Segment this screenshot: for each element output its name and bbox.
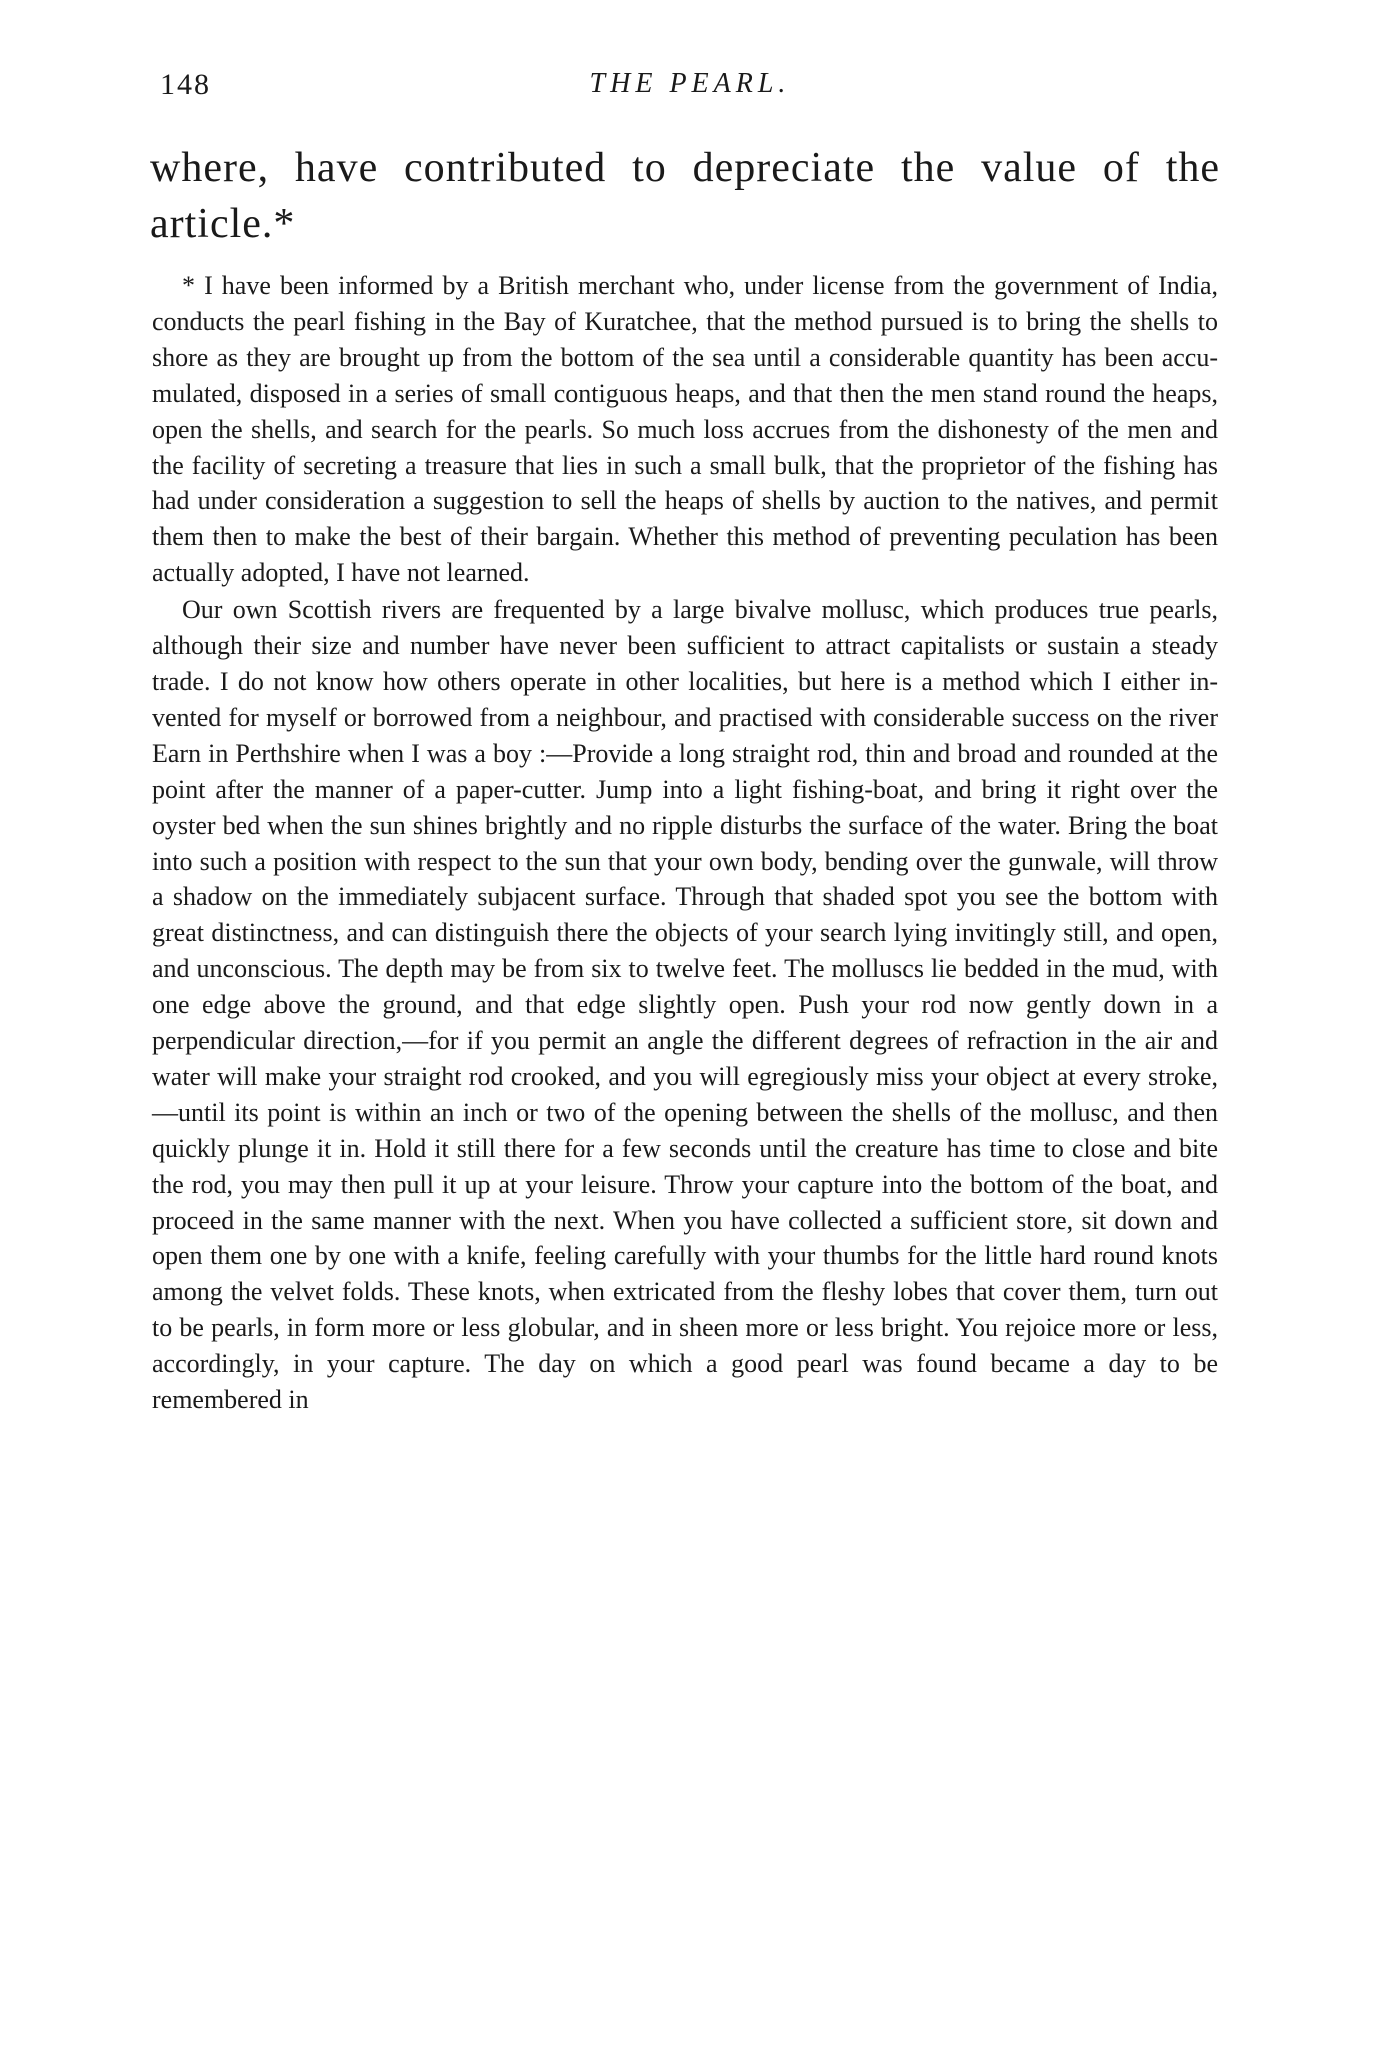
continuation-text: where, have contributed to depreciate the value of the article.* [150, 145, 1220, 247]
running-title: THE PEARL. [589, 68, 791, 99]
footnote: * I have been informed by a British merchant who, under license from the government of India, conducts the pearl fishing in the Bay of Kuratchee, that the method pursued is to bring the shells to shore as they are brought up from the bottom of the sea until a considerable quantity has been accumulated, disposed in a series of small contiguous heaps, and that then the men stand round the heaps, open the shells, and search for the pearls. So much loss accrues from the dishonesty of the men and the facility of secreting a treasure that lies in such a small bulk, that the proprietor of the fishing has had under consideration a suggestion to sell the heaps of shells by auction to the natives, and permit them then to make the best of their bargain. Whether this method of preventing peculation has been actually adopted, I have not learned. [152, 271, 1218, 588]
page-number: 148 [160, 68, 211, 101]
text-body [152, 268, 1218, 1418]
page-header [160, 68, 1220, 108]
paragraph: Our own Scottish rivers are frequented by a large bivalve mollusc, which produces true pearls, although their size and number have never been sufficient to attract capitalists or sustain a steady trade. I do not know how others operate in other localities, but here is a method which I either invented for myself or borrowed from a neighbour, and practised with considerable success on the river Earn in Perthshire when I was a boy :—Provide a long straight rod, thin and broad and rounded at the point after the manner of a paper-cutter. Jump into a light fishing-boat, and bring it right over the oyster bed when the sun shines brightly and no ripple disturbs the surface of the water. Bring the boat into such a position with respect to the sun that your own body, bending over the gunwale, will throw a shadow on the immediately subjacent surface. Through that shaded spot you see the bottom with great distinctness, and can distinguish there the objects of your search lying invitingly still, and open, and unconscious. The depth may be from six to twelve feet. The molluscs lie bedded in the mud, with one edge above the ground, and that edge slightly open. Push your rod now gently down in a perpendicular direction,—for if you permit an angle the different degrees of refraction in the air and water will make your straight rod crooked, and you will egregiously miss your object at every stroke,—until its point is within an inch or two of the opening between the shells of the mollusc, and then quickly plunge it in. Hold it still there for a few seconds until the creature has time to close and bite the rod, you may then pull it up at your leisure. Throw your capture into the bottom of the boat, and proceed in the same manner with the next. When you have collected a sufficient store, sit down and open them one by one with a knife, feeling carefully with your thumbs for the little hard round knots among the velvet folds. These knots, when extricated from the fleshy lobes that cover them, turn out to be pearls, in form more or less globular, and in sheen more or less bright. You rejoice more or less, accordingly, in your capture. The day on which a good pearl was found became a day to be remembered in [152, 595, 1218, 1415]
